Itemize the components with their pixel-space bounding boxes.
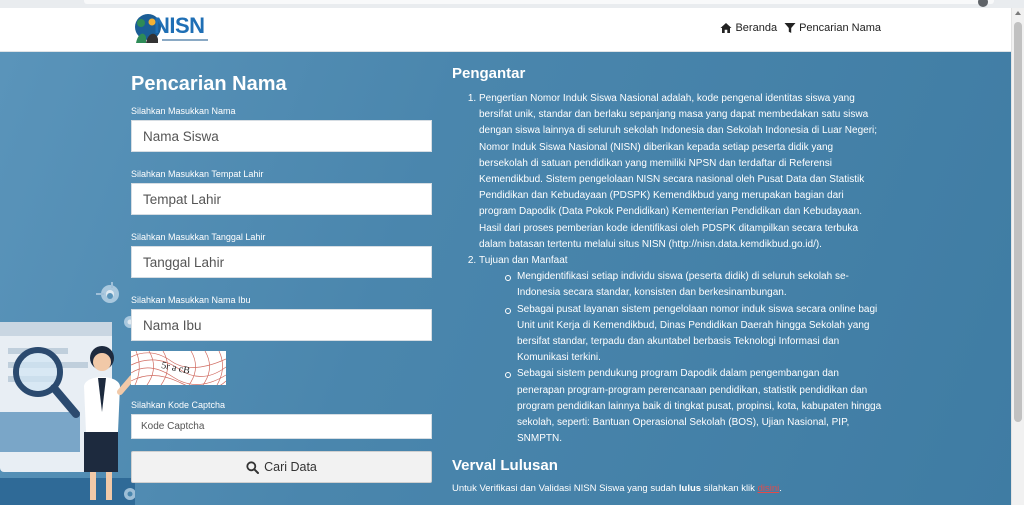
verval-link[interactable]: disini [757, 483, 780, 495]
birthdate-placeholder: Tanggal Lahir [143, 254, 225, 270]
search-icon [246, 461, 259, 474]
nav-search-link[interactable] [784, 22, 881, 34]
verval-title: Verval Lulusan [452, 457, 558, 475]
birthplace-label: Silahkan Masukkan Tempat Lahir [131, 169, 264, 179]
navbar [0, 8, 1011, 52]
home-icon [720, 22, 732, 34]
student-illustration [0, 282, 135, 505]
mother-name-input[interactable] [131, 309, 432, 341]
birthplace-placeholder: Tempat Lahir [143, 191, 222, 207]
verval-text-before: Untuk Verifikasi dan Validasi NISN Siswa yang sudah [452, 483, 677, 495]
scrollbar-thumb[interactable] [1014, 22, 1022, 422]
captcha-placeholder: Kode Captcha [141, 421, 205, 432]
profile-dot-icon [978, 0, 988, 7]
scroll-up-icon[interactable] [1015, 11, 1021, 15]
hero-section [0, 52, 1011, 505]
verval-text-after: silahkan klik [703, 483, 755, 495]
name-label: Silahkan Masukkan Nama [131, 106, 236, 116]
captcha-text: 5r a cB [160, 360, 191, 377]
verval-period: . [779, 483, 782, 495]
captcha-image [131, 351, 226, 385]
nisn-logo[interactable] [132, 12, 212, 48]
search-form [131, 72, 432, 483]
logo-tagline [162, 39, 208, 41]
address-bar-edge [84, 0, 994, 4]
birthdate-input[interactable] [131, 246, 432, 278]
verval-bold-word: lulus [678, 483, 702, 495]
name-placeholder: Nama Siswa [143, 128, 219, 144]
gear-icon [107, 293, 113, 299]
nav-home-label: Beranda [735, 22, 778, 34]
nav-search-label: Pencarian Nama [799, 22, 881, 34]
captcha-label: Silahkan Kode Captcha [131, 400, 226, 410]
logo-text: NISN [154, 13, 205, 38]
info-content [452, 65, 882, 494]
mother-name-label: Silahkan Masukkan Nama Ibu [131, 295, 251, 305]
intro-item-2 [479, 253, 882, 447]
browser-top-strip [0, 0, 1024, 8]
intro-item-2-label: Tujuan dan Manfaat [479, 255, 568, 267]
search-button-label: Cari Data [264, 460, 317, 474]
verval-text [452, 483, 882, 494]
captcha-input[interactable] [131, 414, 432, 439]
form-title: Pencarian Nama [131, 73, 287, 95]
benefit-item-3: Sebagai sistem pendukung program Dapodik dalam pengembangan dan penerapan program-program perencanaan pendidikan, statistik pendidikan dan program pendidikan lainnya baik di tingkat pusat, propinsi, kota, kabupaten hingga sekolah, seperti: Bantuan Operasional Sekolah (BOS), Ujian Nasional, PIP, SNMPTN. [505, 366, 882, 447]
intro-title: Pengantar [452, 65, 526, 82]
nav-home-link[interactable] [720, 22, 777, 34]
benefit-item-1: Mengidentifikasi setiap individu siswa (peserta didik) di seluruh sekolah se-Indonesia secara standar, konsisten dan berkesinambungan. [505, 269, 882, 301]
mother-name-placeholder: Nama Ibu [143, 317, 202, 333]
name-input[interactable] [131, 120, 432, 152]
birthplace-input[interactable] [131, 183, 432, 215]
benefits-list [479, 269, 882, 447]
intro-item-1: 1. Pengertian Nomor Induk Siswa Nasional adalah, kode pengenal identitas siswa yang bersifat unik, standar dan berlaku sepanjang masa yang dapat membedakan satu siswa dengan siswa lainnya di seluruh sekolah Indonesia dan Sekolah Indonesia di Luar Negeri; Nomor Induk Siswa Nasional (NISN) diberikan kepada setiap peserta didik yang bersekolah di satuan pendidikan yang memiliki NPSN dan terdaftar di Referensi Kemendikbud. Sistem pengelolaan NISN secara nasional oleh Pusat Data dan Statistik Pendidikan dan Kebudayaan (PDSPK) Kemendikbud yang merupakan bagian dari program Dapodik (Data Pokok Pendidikan) Kementerian Pendidikan dan Kebudayaan. Hasil dari proses pemberian kode identifikasi oleh PDSPK ditampilkan secara terbuka dalam batasan tertentu melalui situs NISN (http://nisn.data.kemdikbud.go.id/). [479, 91, 882, 253]
filter-icon [784, 22, 796, 34]
page-scrollbar[interactable] [1011, 8, 1024, 505]
intro-list [452, 91, 882, 447]
benefit-item-2: Sebagai pusat layanan sistem pengelolaan nomor induk siswa secara online bagi Unit unit Kerja di Kemendikbud, Dinas Pendidikan Daerah hingga Sekolah yang bersifat standar, terpadu dan akuntabel berbasis Teknologi Informasi dan Komunikasi terkini. [505, 302, 882, 367]
search-button[interactable] [131, 451, 432, 483]
birthdate-label: Silahkan Masukkan Tanggal Lahir [131, 232, 266, 242]
